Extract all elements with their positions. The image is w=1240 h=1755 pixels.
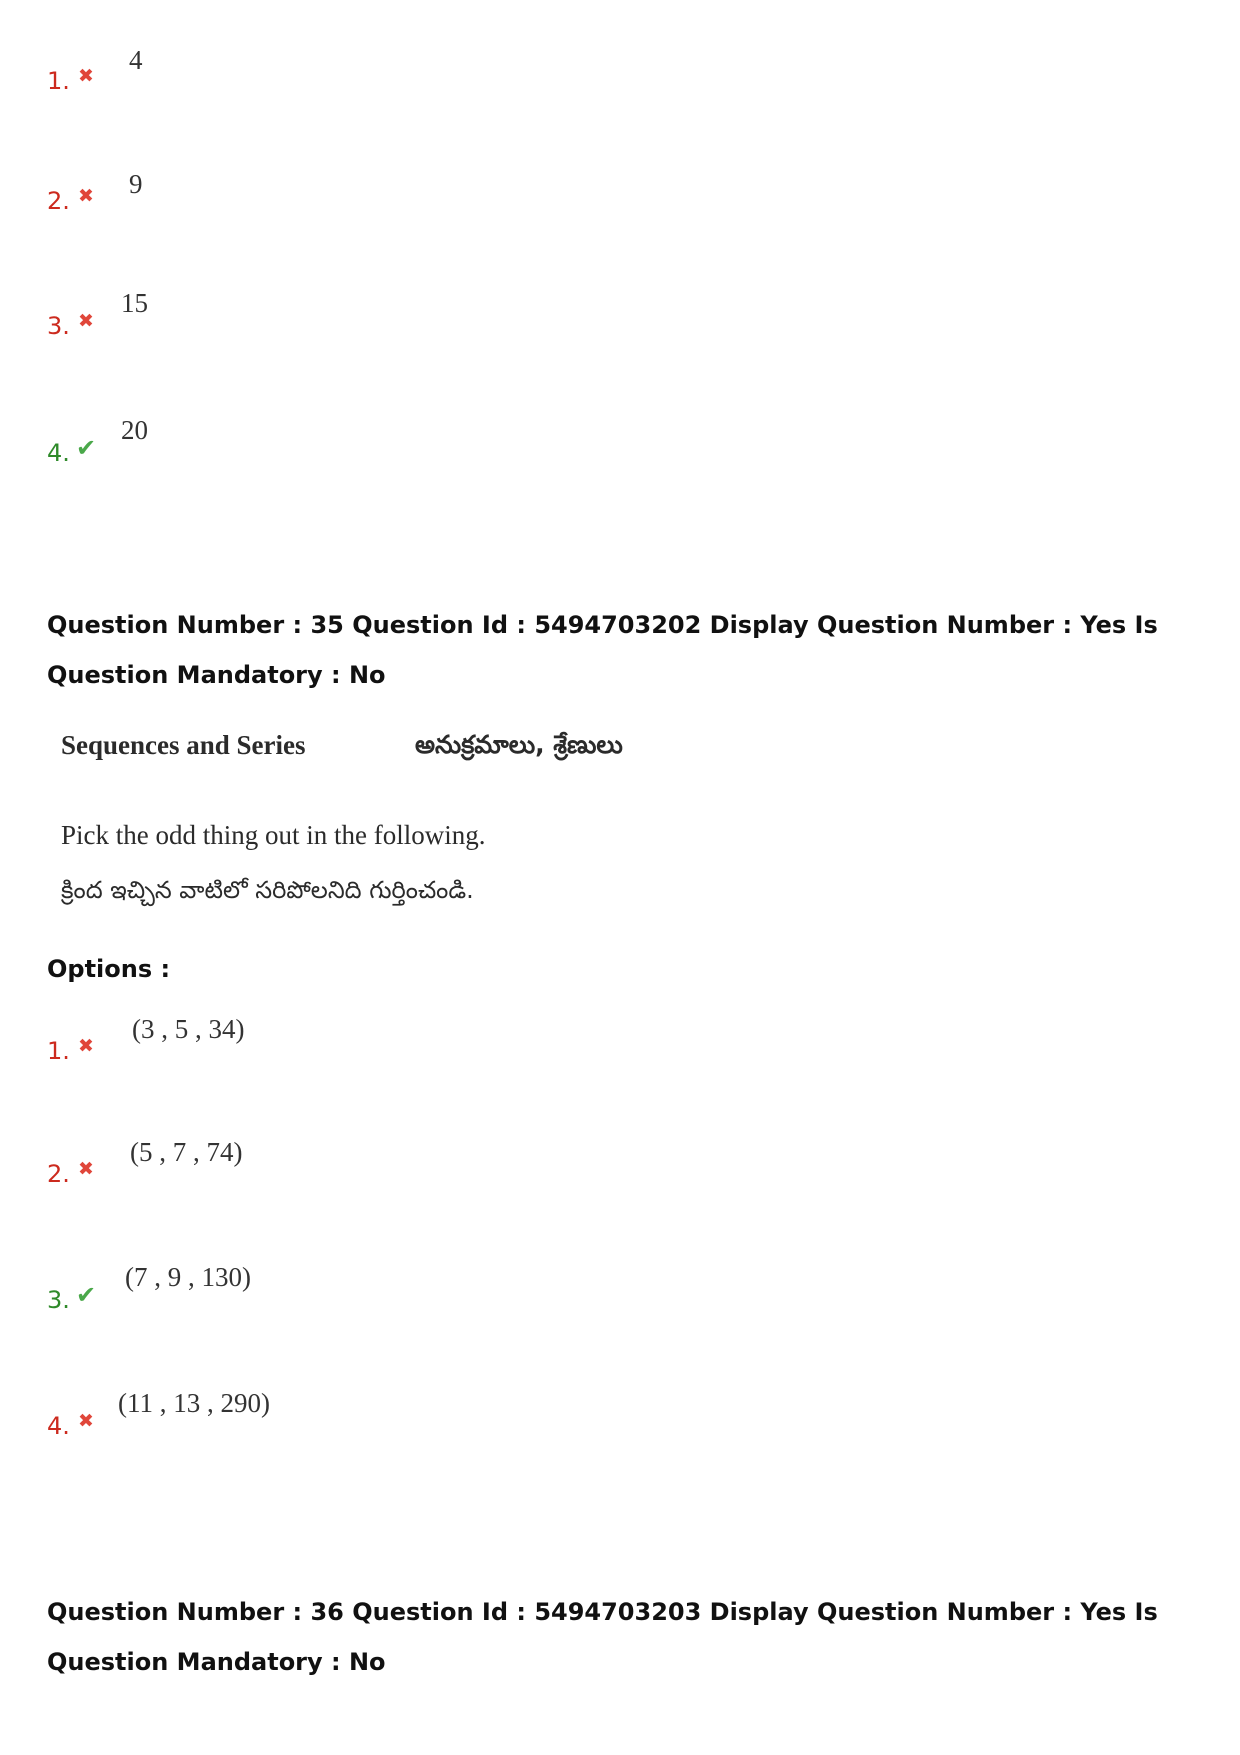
question-text-telugu: క్రింద ఇచ్చిన వాటిలో సరిపోలనిది గుర్తించండి. — [61, 876, 474, 904]
topic-english: Sequences and Series — [61, 730, 306, 760]
prev-option-1 — [47, 45, 647, 125]
options-label: Options : — [47, 955, 171, 983]
question-36-header: Question Number : 36 Question Id : 5494703203 Display Question Number : Yes Is Question Mandatory : No — [47, 1598, 1158, 1676]
question-35-header: Question Number : 35 Question Id : 5494703202 Display Question Number : Yes Is Question Mandatory : No — [47, 611, 1158, 689]
topic-telugu: అనుక్రమాలు, శ్రేణులు — [415, 730, 623, 759]
option-value: 15 — [121, 288, 148, 318]
option-value: 9 — [129, 169, 143, 199]
prev-option-2 — [47, 169, 647, 245]
cross-icon: ✖ — [78, 185, 94, 207]
option-number: 4. — [47, 1412, 70, 1440]
q35-option-2 — [47, 1137, 647, 1218]
check-icon: ✔ — [76, 434, 97, 462]
question-text-english: Pick the odd thing out in the following. — [61, 820, 486, 850]
q35-option-1 — [47, 1014, 647, 1095]
option-number: 3. — [47, 1286, 70, 1314]
prev-option-4 — [47, 415, 647, 497]
option-value: 4 — [129, 45, 143, 75]
cross-icon: ✖ — [78, 1158, 94, 1180]
check-icon: ✔ — [76, 1281, 97, 1309]
cross-icon: ✖ — [78, 65, 94, 87]
cross-icon: ✖ — [78, 310, 94, 332]
option-value: (5 , 7 , 74) — [130, 1137, 243, 1167]
option-number: 1. — [47, 1037, 70, 1065]
option-number: 1. — [47, 67, 70, 95]
option-number: 2. — [47, 187, 70, 215]
cross-icon: ✖ — [78, 1410, 94, 1432]
option-value: (11 , 13 , 290) — [118, 1388, 270, 1418]
cross-icon: ✖ — [78, 1035, 94, 1057]
option-number: 3. — [47, 312, 70, 340]
option-value: (7 , 9 , 130) — [125, 1262, 251, 1292]
option-number: 2. — [47, 1160, 70, 1188]
prev-option-3 — [47, 288, 647, 370]
option-value: (3 , 5 , 34) — [132, 1014, 245, 1044]
q35-option-4 — [47, 1388, 647, 1470]
option-number: 4. — [47, 439, 70, 467]
option-value: 20 — [121, 415, 148, 445]
q35-option-3 — [47, 1262, 647, 1344]
